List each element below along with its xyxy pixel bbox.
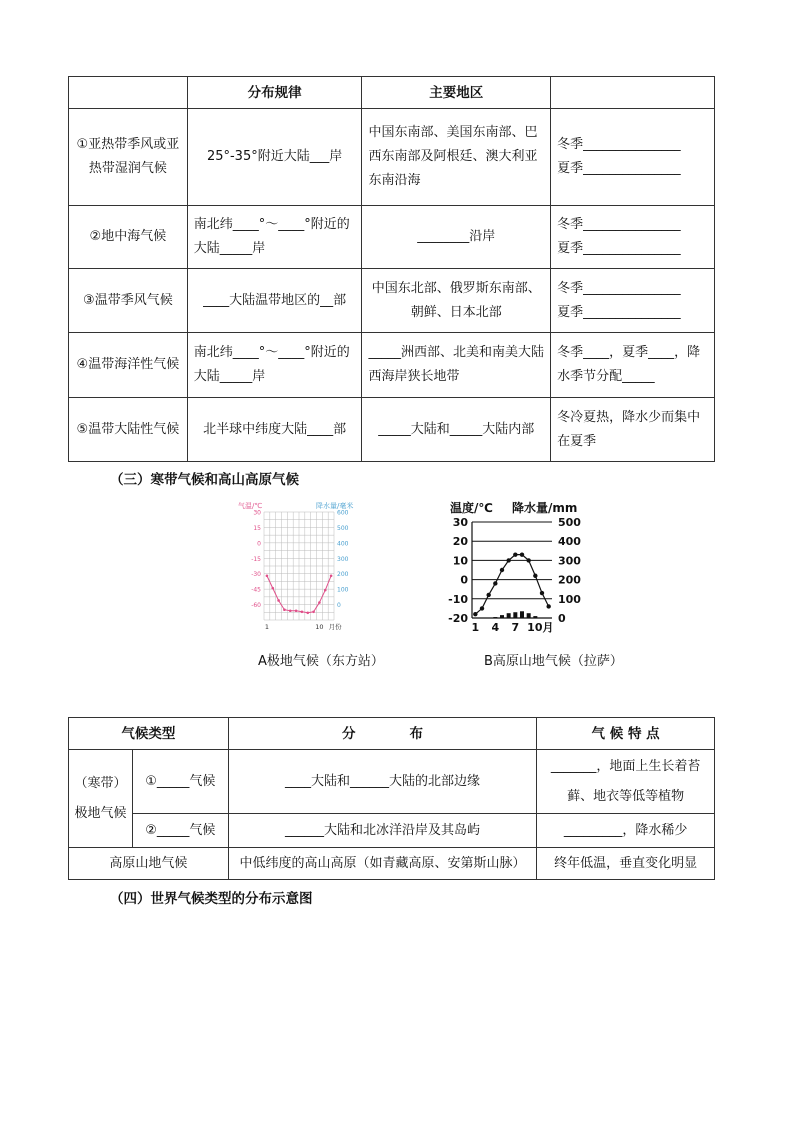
temperature-point <box>520 552 524 556</box>
temperature-point <box>480 606 484 610</box>
temperature-point <box>312 610 315 613</box>
precipitation-bar <box>533 616 537 618</box>
climate-feature: 冬冷夏热，降水少而集中在夏季 <box>551 398 715 462</box>
distribution: 中低纬度的高山高原（如青藏高原、安第斯山脉） <box>228 848 536 880</box>
main-region: 中国东北部、俄罗斯东南部、朝鲜、日本北部 <box>362 269 551 333</box>
temperature-point <box>277 599 280 602</box>
tick-label-left: 30 <box>452 516 468 529</box>
temperature-point <box>283 608 286 611</box>
header-blank <box>69 77 188 109</box>
tick-label-x: 月份 <box>328 623 342 631</box>
temperature-point <box>500 568 504 572</box>
temperature-point <box>324 589 327 592</box>
temperature-point <box>506 558 510 562</box>
tick-label-left: -30 <box>251 571 261 579</box>
chartA-ylabel-right: 降水量/毫米 <box>316 502 354 510</box>
temperature-point <box>486 593 490 597</box>
tick-label-x: 10 <box>315 623 324 631</box>
feature-winter: 冬季_______________ <box>557 137 681 152</box>
table-row <box>69 398 715 462</box>
temperature-point <box>306 612 309 615</box>
header-distribution: 分布规律 <box>187 77 362 109</box>
distribution: ____大陆和______大陆的北部边缘 <box>228 750 536 814</box>
table-row <box>69 109 715 206</box>
distribution: 北半球中纬度大陆____部 <box>187 398 362 462</box>
climate-feature <box>551 109 715 206</box>
tick-label-right: 400 <box>558 535 581 549</box>
main-region: _____洲西部、北美和南美大陆西海岸狭长地带 <box>362 333 551 398</box>
distribution: ____大陆温带地区的__部 <box>187 269 362 333</box>
temperature-point <box>526 558 530 562</box>
table-row <box>69 848 715 880</box>
section-heading-3: （三）寒带气候和高山高原气候 <box>110 472 299 488</box>
tick-label-left: -45 <box>251 586 261 594</box>
tick-label-x: 10月 <box>527 621 554 634</box>
feature-summer: 夏季_______________ <box>557 161 681 176</box>
precipitation-bar <box>507 613 511 618</box>
tick-label-right: 100 <box>337 586 349 594</box>
header-feature: 气 候 特 点 <box>537 718 715 750</box>
table-row <box>69 269 715 333</box>
table-row <box>69 206 715 269</box>
chartA-caption: A极地气候（东方站） <box>258 654 384 669</box>
chart-highland-climate <box>446 500 586 640</box>
tick-label-right: 0 <box>558 612 566 625</box>
tick-label-left: 30 <box>253 509 261 517</box>
climate-type: ②地中海气候 <box>69 206 188 269</box>
header-region: 主要地区 <box>362 77 551 109</box>
tick-label-left: 10 <box>452 554 468 568</box>
tick-label-x: 7 <box>511 621 520 634</box>
main-region: 中国东南部、美国东南部、巴西东南部及阿根廷、澳大利亚东南沿海 <box>362 109 551 206</box>
precipitation-bar <box>500 615 504 618</box>
section-heading-4: （四）世界气候类型的分布示意图 <box>110 891 313 907</box>
tick-label-right: 500 <box>337 524 349 532</box>
feature-summer: 夏季_______________ <box>557 304 681 320</box>
distribution: 南北纬____°～____°附近的大陆_____岸 <box>187 333 362 398</box>
tick-label-right: 100 <box>558 592 581 606</box>
temperature-point <box>318 601 321 604</box>
tick-label-left: 20 <box>452 535 468 549</box>
temperature-point <box>546 604 550 608</box>
precipitation-bar <box>513 612 517 618</box>
tick-label-right: 500 <box>558 516 581 529</box>
temperature-point <box>540 591 544 595</box>
climate-type: ③温带季风气候 <box>69 269 188 333</box>
chartB-ylabel-left: 温度/℃ <box>450 501 493 515</box>
temperature-point <box>493 581 497 585</box>
table-row <box>69 333 715 398</box>
tick-label-left: 15 <box>253 524 261 532</box>
tick-label-x: 1 <box>264 623 269 631</box>
tick-label-right: 200 <box>558 573 581 587</box>
climate-table-1 <box>68 76 715 462</box>
temperature-point <box>271 587 274 590</box>
climate-type: ⑤温带大陆性气候 <box>69 398 188 462</box>
tick-label-left: -60 <box>251 602 261 610</box>
precipitation-bar <box>527 613 531 618</box>
chart-polar-climate <box>232 498 362 638</box>
main-region: _____大陆和_____大陆内部 <box>362 398 551 462</box>
temperature-point <box>266 574 269 577</box>
feature-summer: 夏季_______________ <box>557 241 681 256</box>
temperature-point <box>289 609 292 612</box>
header-feature <box>551 77 715 109</box>
tick-label-left: -15 <box>251 555 261 563</box>
tick-label-right: 300 <box>558 554 581 568</box>
climate-type: ④温带海洋性气候 <box>69 333 188 398</box>
climate-feature: _________，降水稀少 <box>537 814 715 848</box>
climate-feature: 冬季____，夏季____，降水季节分配_____ <box>551 333 715 398</box>
tick-label-right: 600 <box>337 509 349 517</box>
sub-type: ②_____气候 <box>132 814 228 848</box>
climate-table-2 <box>68 717 715 880</box>
sub-type: ①_____气候 <box>132 750 228 814</box>
climate-feature <box>551 269 715 333</box>
climate-type: ①亚热带季风或亚热带湿润气候 <box>69 109 188 206</box>
tick-label-left: -10 <box>448 592 468 606</box>
precipitation-bar <box>520 611 524 618</box>
tick-label-left: 0 <box>257 540 261 548</box>
precipitation-bar <box>493 617 497 618</box>
climate-feature <box>551 206 715 269</box>
temperature-point <box>513 552 517 556</box>
temperature-point <box>330 574 333 577</box>
group-label: （寒带）极地气候 <box>69 750 133 848</box>
tick-label-right: 0 <box>337 602 341 610</box>
temperature-point <box>301 610 304 613</box>
feature-winter: 冬季_______________ <box>557 280 681 296</box>
climate-type: 高原山地气候 <box>69 848 229 880</box>
main-region: ________沿岸 <box>362 206 551 269</box>
tick-label-x: 4 <box>491 621 500 634</box>
header-distribution: 分 布 <box>228 718 536 750</box>
distribution: 南北纬____°～____°附近的大陆_____岸 <box>187 206 362 269</box>
tick-label-left: 0 <box>460 573 468 587</box>
distribution: ______大陆和北冰洋沿岸及其岛屿 <box>228 814 536 848</box>
tick-label-x: 1 <box>471 621 480 634</box>
table-row <box>69 750 715 814</box>
temperature-point <box>295 609 298 612</box>
feature-winter: 冬季_______________ <box>557 217 681 232</box>
tick-label-right: 200 <box>337 571 349 579</box>
climate-feature: _______，地面上生长着苔藓、地衣等低等植物 <box>537 750 715 814</box>
temperature-point <box>473 612 477 616</box>
table-row <box>69 814 715 848</box>
chartB-ylabel-right: 降水量/mm <box>512 501 578 515</box>
tick-label-right: 300 <box>337 555 349 563</box>
temperature-point <box>533 574 537 578</box>
header-climate-type: 气候类型 <box>69 718 229 750</box>
temperature-line <box>475 555 548 615</box>
chartB-caption: B高原山地气候（拉萨） <box>484 654 623 669</box>
tick-label-left: -20 <box>448 612 468 625</box>
tick-label-right: 400 <box>337 540 349 548</box>
climate-feature: 终年低温，垂直变化明显 <box>537 848 715 880</box>
distribution: 25°-35°附近大陆___岸 <box>187 109 362 206</box>
chartA-ylabel-left: 气温/℃ <box>238 502 263 510</box>
